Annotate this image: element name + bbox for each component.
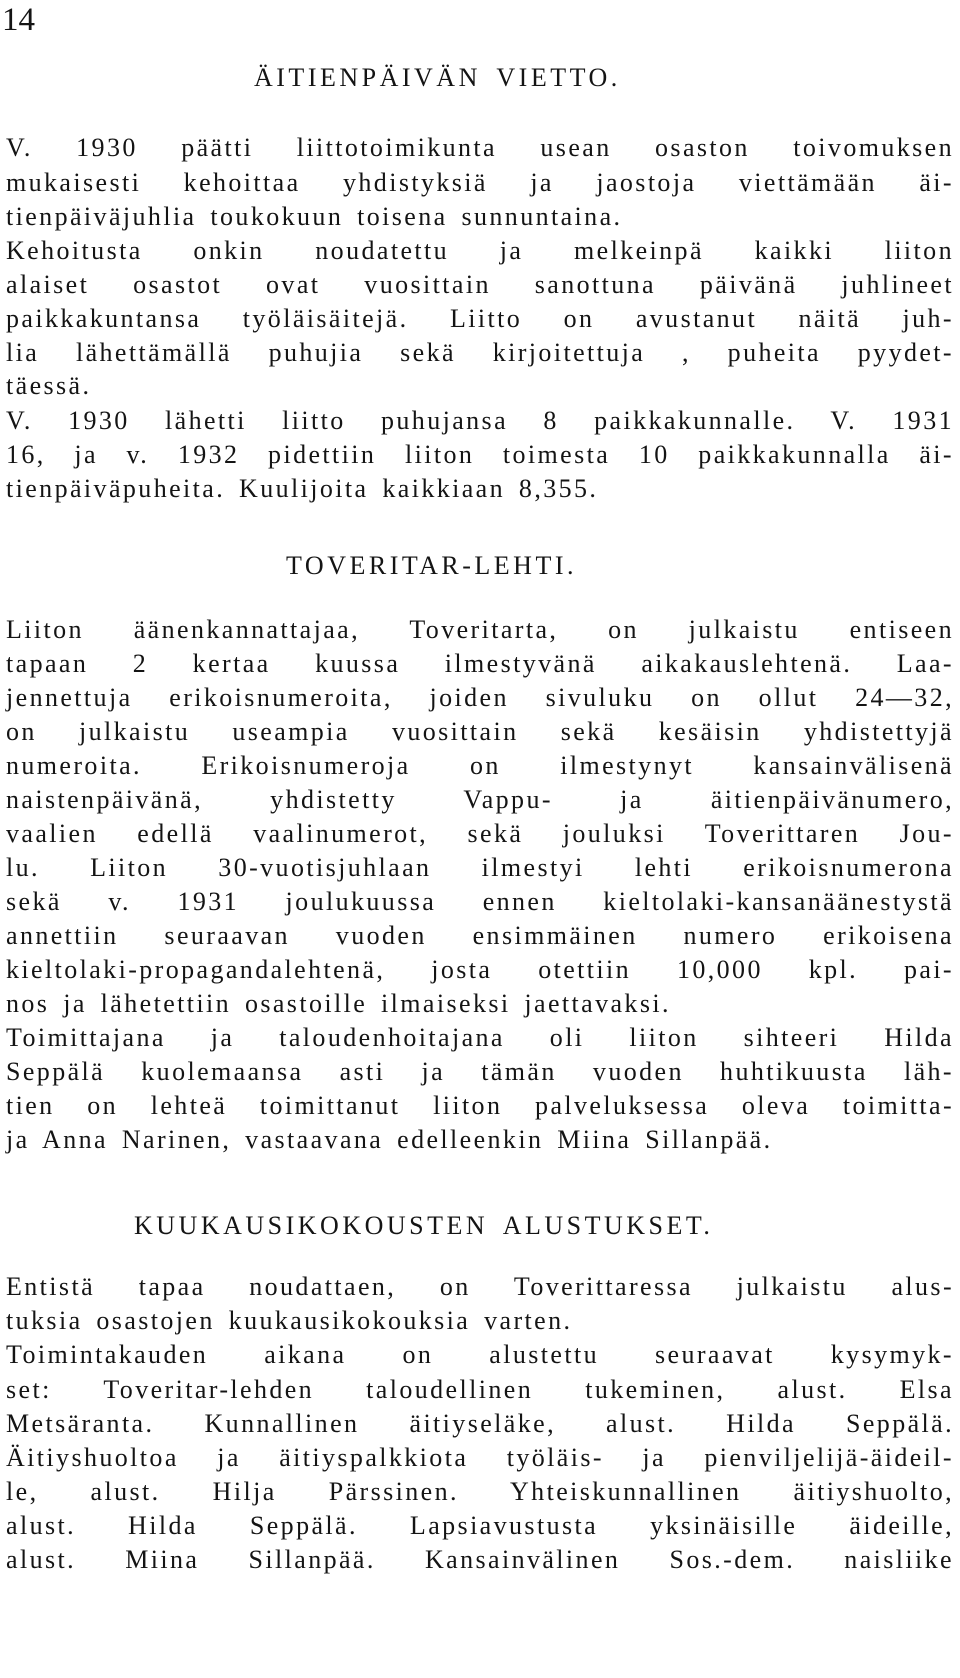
text-line: Kehoitusta onkin noudatettu ja melkeinpä kaikki liiton <box>6 236 954 265</box>
text-line: 16, ja v. 1932 pidettiin liiton toimesta 10 paikkakunnalla äi- <box>6 440 954 469</box>
text-line: on julkaistu useampia vuosittain sekä kesäisin yhdistettyjä <box>6 717 954 746</box>
text-line: paikkakuntansa työläisäitejä. Liitto on avustanut näitä juh- <box>6 304 954 333</box>
page-number: 14 <box>2 2 35 38</box>
text-line: lia lähettämällä puhujia sekä kirjoitettuja , puheita pyydet- <box>6 338 954 367</box>
text-line: ja Anna Narinen, vastaavana edelleenkin Miina Sillanpää. <box>6 1125 773 1154</box>
text-line: Toimittajana ja taloudenhoitajana oli liiton sihteeri Hilda <box>6 1023 954 1052</box>
text-line: lu. Liiton 30-vuotisjuhlaan ilmestyi lehti erikoisnumerona <box>6 853 954 882</box>
text-line: annettiin seuraavan vuoden ensimmäinen numero erikoisena <box>6 921 954 950</box>
text-line: Entistä tapaa noudattaen, on Toverittaressa julkaistu alus- <box>6 1272 954 1301</box>
text-line: le, alust. Hilja Pärssinen. Yhteiskunnallinen äitiyshuolto, <box>6 1477 954 1506</box>
text-line: mukaisesti kehoittaa yhdistyksiä ja jaostoja viettämään äi- <box>6 168 954 197</box>
text-line: Seppälä kuolemaansa asti ja tämän vuoden huhtikuusta läh- <box>6 1057 954 1086</box>
text-line: tienpäiväjuhlia toukokuun toisena sunnuntaina. <box>6 202 623 231</box>
text-line: nos ja lähetettiin osastoille ilmaiseksi jaettavaksi. <box>6 989 671 1018</box>
text-line: set: Toveritar-lehden taloudellinen tukeminen, alust. Elsa <box>6 1375 954 1404</box>
text-line: V. 1930 lähetti liitto puhujansa 8 paikkakunnalle. V. 1931 <box>6 406 954 435</box>
text-line: tuksia osastojen kuukausikokouksia varten. <box>6 1306 573 1335</box>
text-line: numeroita. Erikoisnumeroja on ilmestynyt kansainvälisenä <box>6 751 954 780</box>
text-line: Toimintakauden aikana on alustettu seuraavat kysymyk- <box>6 1340 954 1369</box>
text-line: V. 1930 päätti liittotoimikunta usean osaston toivomuksen <box>6 133 954 162</box>
text-line: alaiset osastot ovat vuosittain sanottuna päivänä juhlineet <box>6 270 954 299</box>
text-line: tapaan 2 kertaa kuussa ilmestyvänä aikakauslehtenä. Laa- <box>6 649 954 678</box>
text-line: tien on lehteä toimittanut liiton palveluksessa oleva toimitta- <box>6 1091 954 1120</box>
section-heading: KUUKAUSIKOKOUSTEN ALUSTUKSET. <box>134 1211 714 1240</box>
text-line: Liiton äänenkannattajaa, Toveritarta, on julkaistu entiseen <box>6 615 954 644</box>
section-heading: ÄITIENPÄIVÄN VIETTO. <box>254 63 621 92</box>
text-line: alust. Hilda Seppälä. Lapsiavustusta yksinäisille äideille, <box>6 1511 954 1540</box>
text-line: Äitiyshuoltoa ja äitiyspalkkiota työläis- ja pienviljelijä-äideil- <box>6 1443 954 1472</box>
text-line: tienpäiväpuheita. Kuulijoita kaikkiaan 8,355. <box>6 474 599 503</box>
text-line: kieltolaki-propagandalehtenä, josta otettiin 10,000 kpl. pai- <box>6 955 954 984</box>
text-line: Metsäranta. Kunnallinen äitiyseläke, alust. Hilda Seppälä. <box>6 1409 954 1438</box>
section-heading: TOVERITAR-LEHTI. <box>286 551 578 580</box>
text-line: naistenpäivänä, yhdistetty Vappu- ja äitienpäivänumero, <box>6 785 954 814</box>
text-line: täessä. <box>6 371 92 400</box>
text-line: vaalien edellä vaalinumerot, sekä jouluksi Toverittaren Jou- <box>6 819 954 848</box>
text-line: sekä v. 1931 joulukuussa ennen kieltolaki-kansanäänestystä <box>6 887 954 916</box>
text-line: jennettuja erikoisnumeroita, joiden sivuluku on ollut 24—32, <box>6 683 954 712</box>
text-line: alust. Miina Sillanpää. Kansainvälinen Sos.-dem. naisliike <box>6 1545 954 1574</box>
